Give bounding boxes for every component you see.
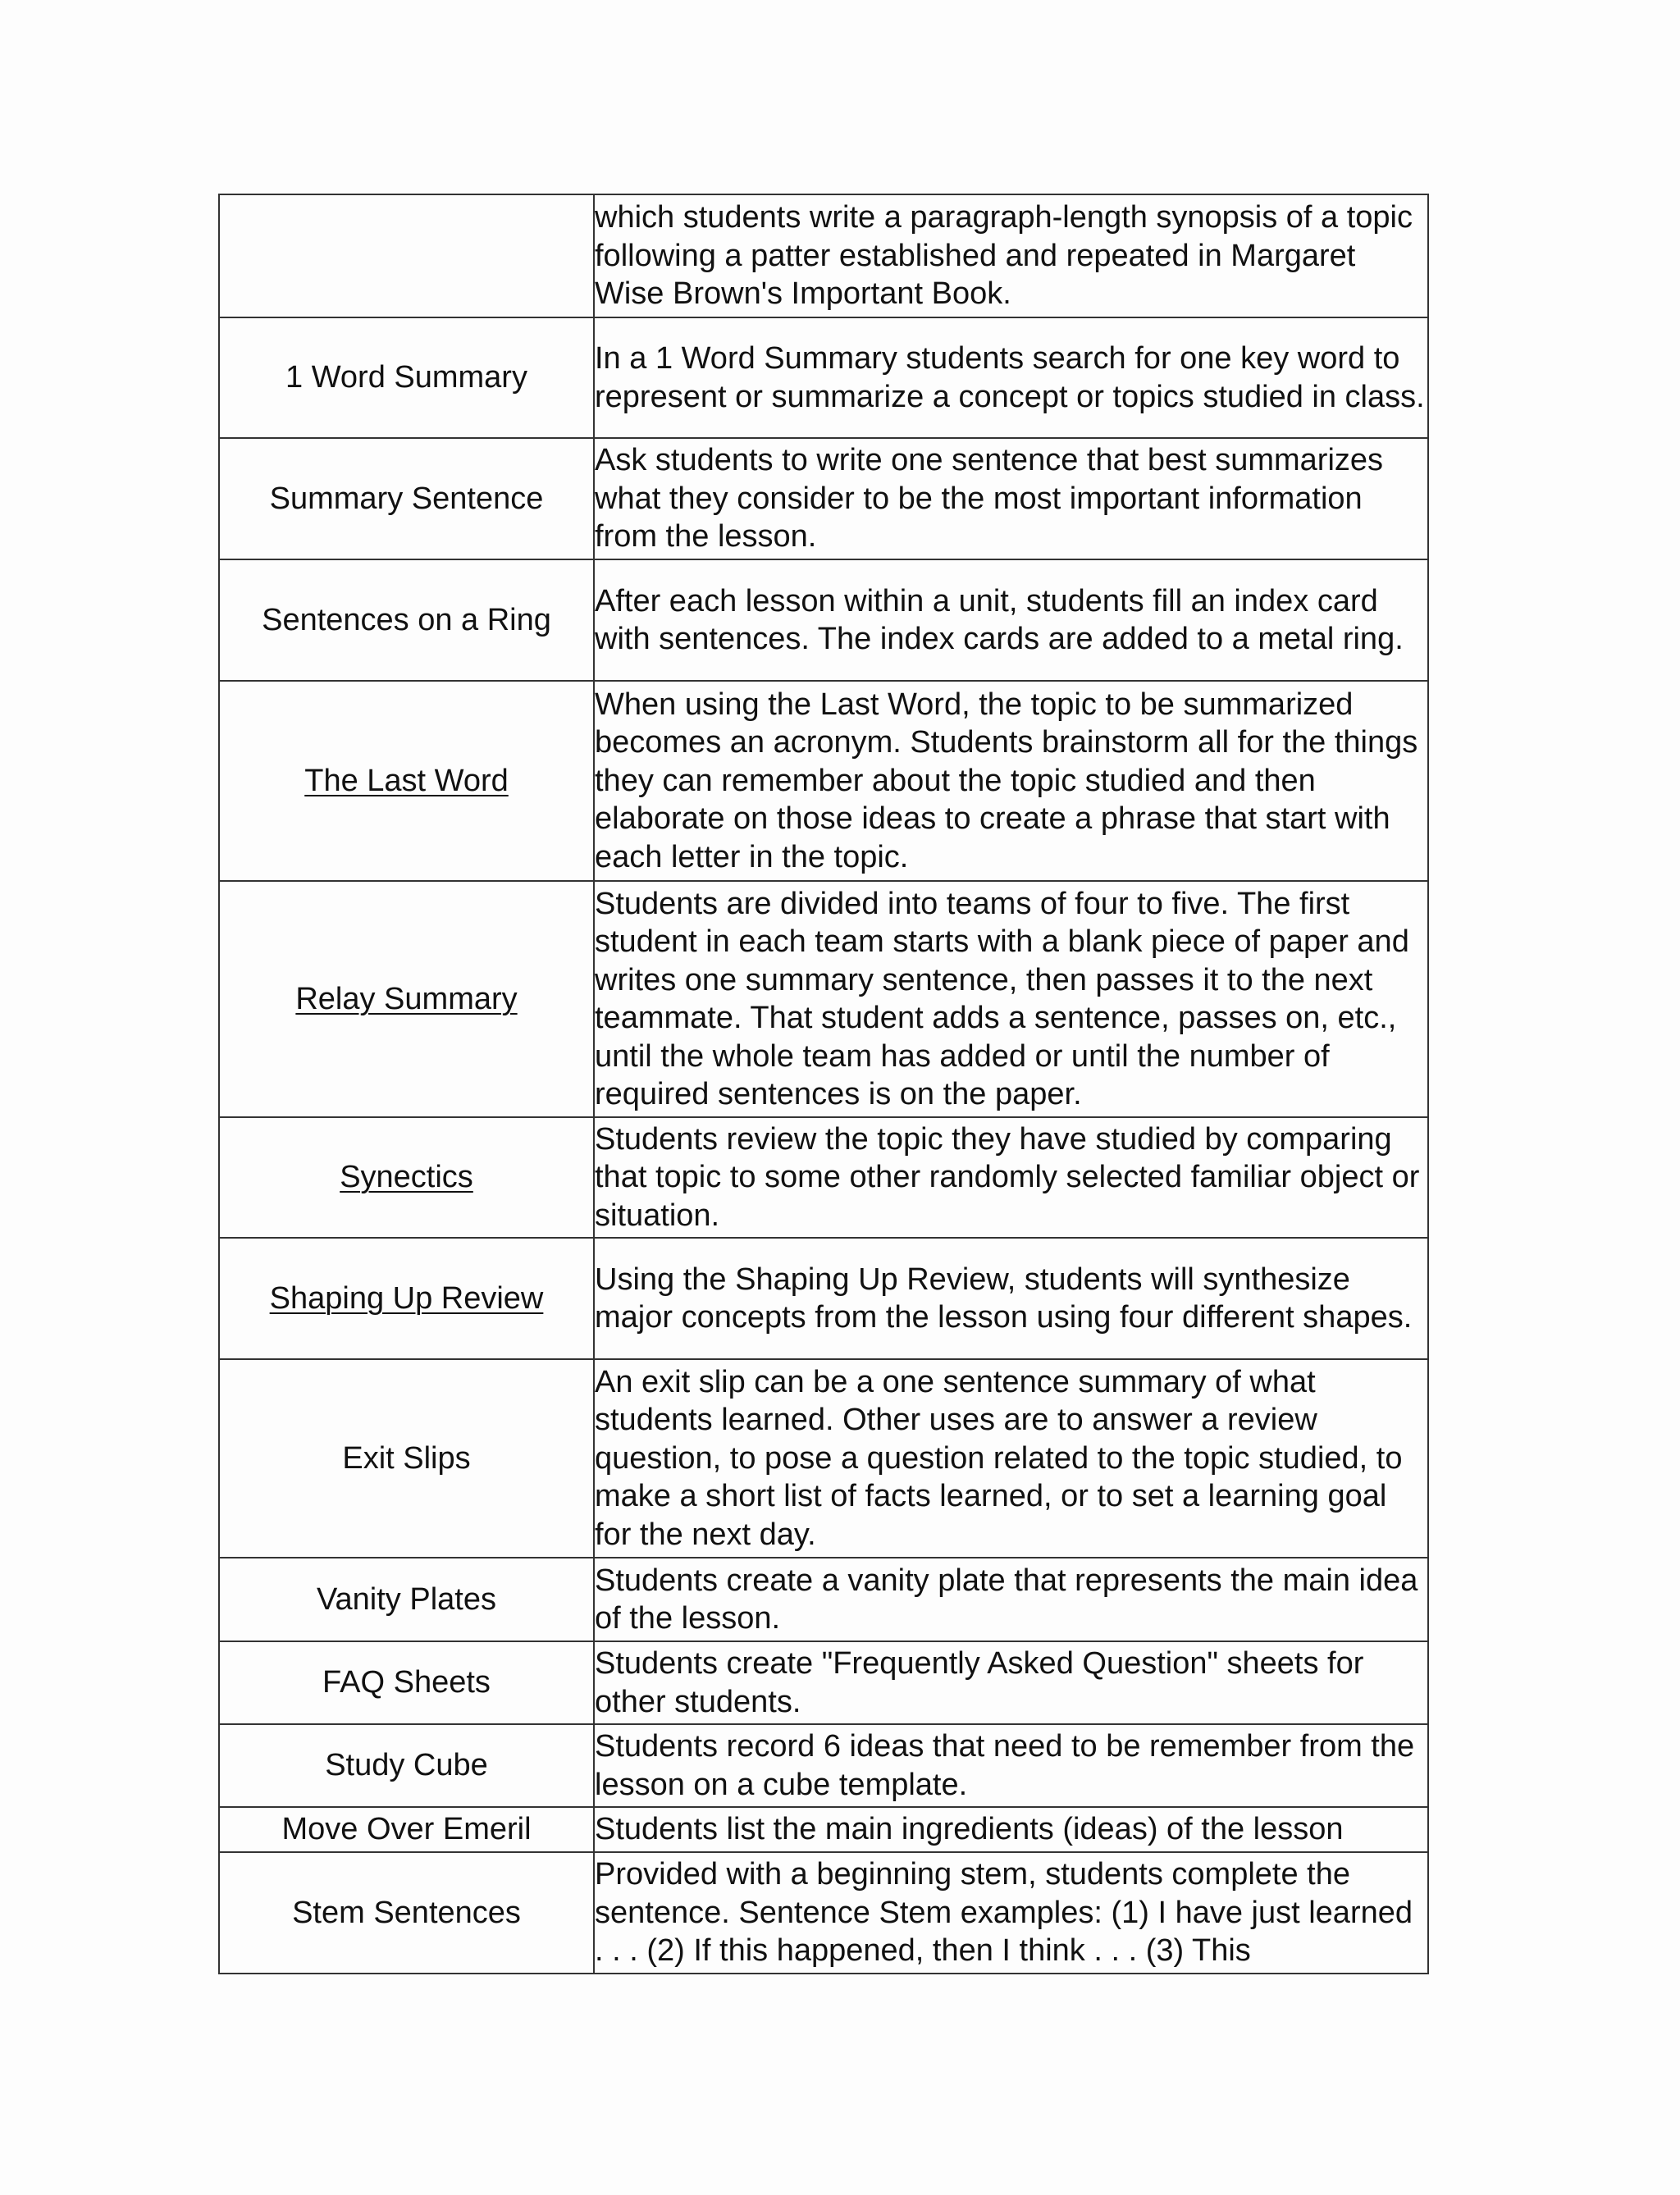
table-row — [219, 1558, 1428, 1641]
strategy-description-cell — [594, 559, 1428, 681]
strategy-term-cell — [219, 1558, 594, 1641]
strategy-term-cell — [219, 681, 594, 881]
strategy-term-cell — [219, 1117, 594, 1238]
strategy-term-cell — [219, 1359, 594, 1558]
strategy-term: 1 Word Summary — [285, 360, 527, 395]
strategy-description-cell — [594, 1558, 1428, 1641]
strategy-term-link[interactable]: Relay Summary — [295, 981, 518, 1016]
strategy-description: In a 1 Word Summary students search for one key word to represent or summarize a concept or topics studied in class. — [595, 341, 1425, 414]
strategy-description-cell — [594, 1641, 1428, 1724]
table-row — [219, 438, 1428, 559]
strategy-description: Students create a vanity plate that represents the main idea of the lesson. — [595, 1563, 1418, 1636]
strategy-description: Students are divided into teams of four to five. The first student in each team starts with a blank piece of paper and writes one summary sentence, then passes it to the next teammate. That student adds a sentence, passes on, etc., until the whole team has added or until the number of required sentences is on the paper. — [595, 886, 1409, 1111]
strategy-term-cell — [219, 194, 594, 317]
strategy-description-cell — [594, 881, 1428, 1117]
strategy-description-cell — [594, 1724, 1428, 1807]
strategy-term: Exit Slips — [342, 1440, 471, 1476]
table-row — [219, 1117, 1428, 1238]
table-row — [219, 1359, 1428, 1558]
table-row — [219, 881, 1428, 1117]
strategy-description-cell — [594, 194, 1428, 317]
strategy-description: Students list the main ingredients (ideas) of the lesson — [595, 1812, 1344, 1847]
strategy-description-cell — [594, 1117, 1428, 1238]
strategy-term-cell — [219, 559, 594, 681]
strategy-description-cell — [594, 1852, 1428, 1974]
strategy-term: Vanity Plates — [317, 1581, 496, 1617]
strategy-description: After each lesson within a unit, students fill an index card with sentences. The index cards are added to a metal ring. — [595, 583, 1404, 656]
table-row — [219, 317, 1428, 438]
strategy-description: Ask students to write one sentence that best summarizes what they consider to be the most important information from the lesson. — [595, 443, 1384, 554]
strategy-description: which students write a paragraph-length synopsis of a topic following a patter established and repeated in Margaret Wise Brown's Important Book. — [595, 200, 1413, 312]
strategy-description-cell — [594, 438, 1428, 559]
strategy-term-cell — [219, 1238, 594, 1359]
strategy-description: Using the Shaping Up Review, students will synthesize major concepts from the lesson using four different shapes. — [595, 1262, 1413, 1335]
strategy-term-cell — [219, 1724, 594, 1807]
strategy-description-cell — [594, 681, 1428, 881]
strategy-description-cell — [594, 1238, 1428, 1359]
strategy-description-cell — [594, 317, 1428, 438]
strategy-term: Study Cube — [325, 1748, 488, 1783]
strategy-description: Students review the topic they have studied by comparing that topic to some other randomly selected familiar object or situation. — [595, 1121, 1420, 1233]
strategy-description: Provided with a beginning stem, students complete the sentence. Sentence Stem examples: (1) I have just learned . . . (2) If this happened, then I think . . . (3) This — [595, 1857, 1413, 1969]
strategy-term-cell — [219, 1641, 594, 1724]
strategy-term: FAQ Sheets — [322, 1665, 491, 1700]
strategy-term-cell — [219, 1807, 594, 1852]
table-row — [219, 1724, 1428, 1807]
strategy-term-link[interactable]: Synectics — [340, 1160, 473, 1195]
strategy-description: An exit slip can be a one sentence summary of what students learned. Other uses are to answer a review question, to pose a question related to the topic studied, to make a short list of facts learned, or to set a learning goal for the next day. — [595, 1364, 1403, 1552]
table-row — [219, 1852, 1428, 1974]
table-row — [219, 194, 1428, 317]
table-body — [219, 194, 1428, 1974]
strategy-term-cell — [219, 317, 594, 438]
strategy-description-cell — [594, 1359, 1428, 1558]
strategy-description: When using the Last Word, the topic to be summarized becomes an acronym. Students brainstorm all for the things they can remember about the topic studied and then elaborate on those ideas to create a phrase that start with each letter in the topic. — [595, 687, 1418, 874]
strategy-term-cell — [219, 881, 594, 1117]
strategy-description: Students create "Frequently Asked Question" sheets for other students. — [595, 1646, 1364, 1719]
strategy-description: Students record 6 ideas that need to be remember from the lesson on a cube template. — [595, 1729, 1415, 1802]
summary-strategies-table — [218, 194, 1429, 1974]
strategy-term-link[interactable]: Shaping Up Review — [269, 1280, 544, 1316]
table-row — [219, 681, 1428, 881]
table-row — [219, 1807, 1428, 1852]
strategy-term-cell — [219, 438, 594, 559]
strategy-term: Stem Sentences — [292, 1895, 521, 1930]
strategy-description-cell — [594, 1807, 1428, 1852]
strategy-term: Summary Sentence — [269, 481, 544, 516]
table-row — [219, 559, 1428, 681]
strategy-term: Move Over Emeril — [281, 1812, 532, 1847]
strategy-term-cell — [219, 1852, 594, 1974]
strategy-term: Sentences on a Ring — [262, 602, 551, 637]
strategy-term-link[interactable]: The Last Word — [304, 763, 509, 798]
table-row — [219, 1238, 1428, 1359]
table-row — [219, 1641, 1428, 1724]
